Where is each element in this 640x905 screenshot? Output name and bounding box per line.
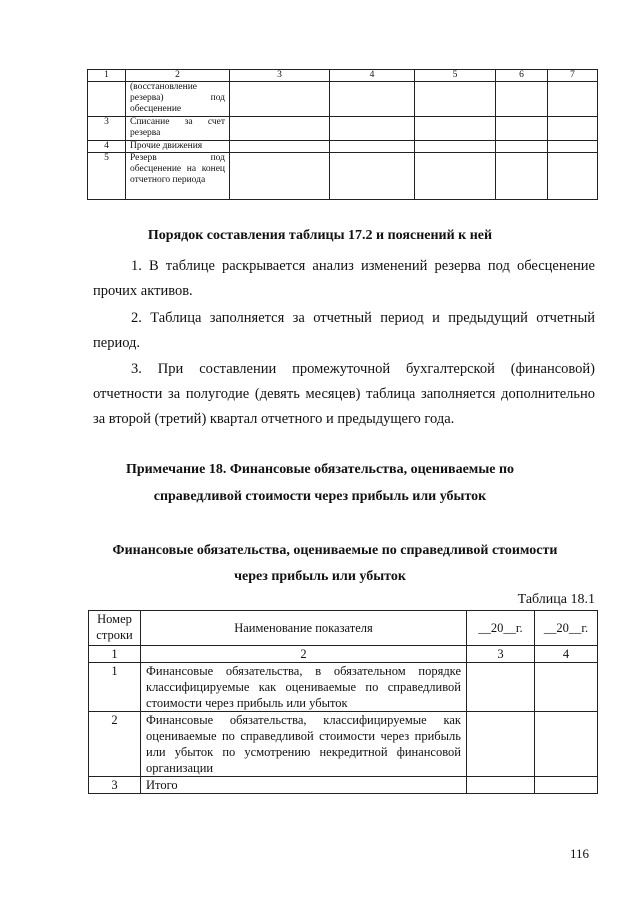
empty-cell [230,141,330,153]
row-name: Прочие движения [126,141,230,153]
section-heading: Порядок составления таблицы 17.2 и пояснений к ней [147,228,493,243]
paragraph [93,357,595,432]
empty-cell [330,117,415,141]
empty-cell [330,82,415,117]
empty-cell [415,82,496,117]
empty-cell [496,117,548,141]
top-table-header-cell: 3 [230,70,330,82]
paragraph [93,254,595,304]
paragraph-text: 3. При составлении промежуточной бухгалтерской (финансовой) отчетности за полугодие (девять месяцев) таблица заполняется дополнительно за второй (третий) квартал отчетного и предыдущего года. [93,361,595,427]
empty-cell [415,141,496,153]
note-heading-line1: Примечание 18. Финансовые обязательства, оцениваемые по [125,462,515,477]
row-name: (восстановление резерва) под обесценение [126,82,230,117]
empty-cell [496,141,548,153]
top-table-header-cell: 4 [330,70,415,82]
table-row [89,712,598,777]
top-table-header-cell: 6 [496,70,548,82]
empty-cell [548,117,598,141]
table-row [89,777,598,794]
note-heading-line2: справедливой стоимости через прибыль или убыток [153,489,487,504]
top-table [87,69,598,200]
row-name: Финансовые обязательства, в обязательном порядке классифицируемые как оцениваемые по справедливой стоимости через прибыль или убыток [141,663,467,712]
table-row [89,663,598,712]
empty-cell [230,82,330,117]
table-row [88,153,598,200]
row-name: Резерв под обесценение на конец отчетного периода [126,153,230,200]
table-row [88,82,598,117]
paragraph-text: 1. В таблице раскрывается анализ изменений резерва под обесценение прочих активов. [93,258,595,299]
row-number: 2 [89,712,141,777]
row-number: 1 [89,663,141,712]
empty-cell [496,153,548,200]
empty-cell [535,777,598,794]
index-cell: 3 [467,646,535,663]
empty-cell [548,82,598,117]
top-table-header-cell: 7 [548,70,598,82]
top-table-header-row [88,70,598,82]
index-cell: 2 [141,646,467,663]
empty-cell [330,153,415,200]
index-cell: 4 [535,646,598,663]
row-number: 4 [88,141,126,153]
table-title-line2: через прибыль или убыток [234,569,406,584]
table-row [88,117,598,141]
paragraph-text: 2. Таблица заполняется за отчетный период и предыдущий отчетный период. [93,310,595,351]
top-table-header-cell: 5 [415,70,496,82]
empty-cell [535,712,598,777]
table-row [88,141,598,153]
paragraph [93,306,595,356]
table-title-line1: Финансовые обязательства, оцениваемые по справедливой стоимости [112,543,558,558]
empty-cell [496,82,548,117]
empty-cell [330,141,415,153]
index-cell: 1 [89,646,141,663]
empty-cell [467,777,535,794]
table-18-1 [88,610,598,794]
header-row-number: Номер строки [89,611,141,646]
table-caption: Таблица 18.1 [517,592,595,607]
empty-cell [415,117,496,141]
header-year-1: __20__г. [467,611,535,646]
top-table-header-cell: 2 [126,70,230,82]
table-header-row [89,611,598,646]
table-index-row [89,646,598,663]
empty-cell [535,663,598,712]
empty-cell [415,153,496,200]
header-year-2: __20__г. [535,611,598,646]
row-name: Итого [141,777,467,794]
empty-cell [230,117,330,141]
top-table-header-cell: 1 [88,70,126,82]
row-number: 5 [88,153,126,200]
empty-cell [548,153,598,200]
row-name: Финансовые обязательства, классифицируемые как оцениваемые по справедливой стоимости через прибыль или убыток по усмотрению некредитной финансовой организации [141,712,467,777]
row-number: 3 [88,117,126,141]
empty-cell [230,153,330,200]
empty-cell [467,712,535,777]
row-number: 3 [89,777,141,794]
empty-cell [467,663,535,712]
row-name: Списание за счет резерва [126,117,230,141]
page-number: 116 [570,846,590,861]
empty-cell [548,141,598,153]
row-number [88,82,126,117]
header-indicator-name: Наименование показателя [141,611,467,646]
